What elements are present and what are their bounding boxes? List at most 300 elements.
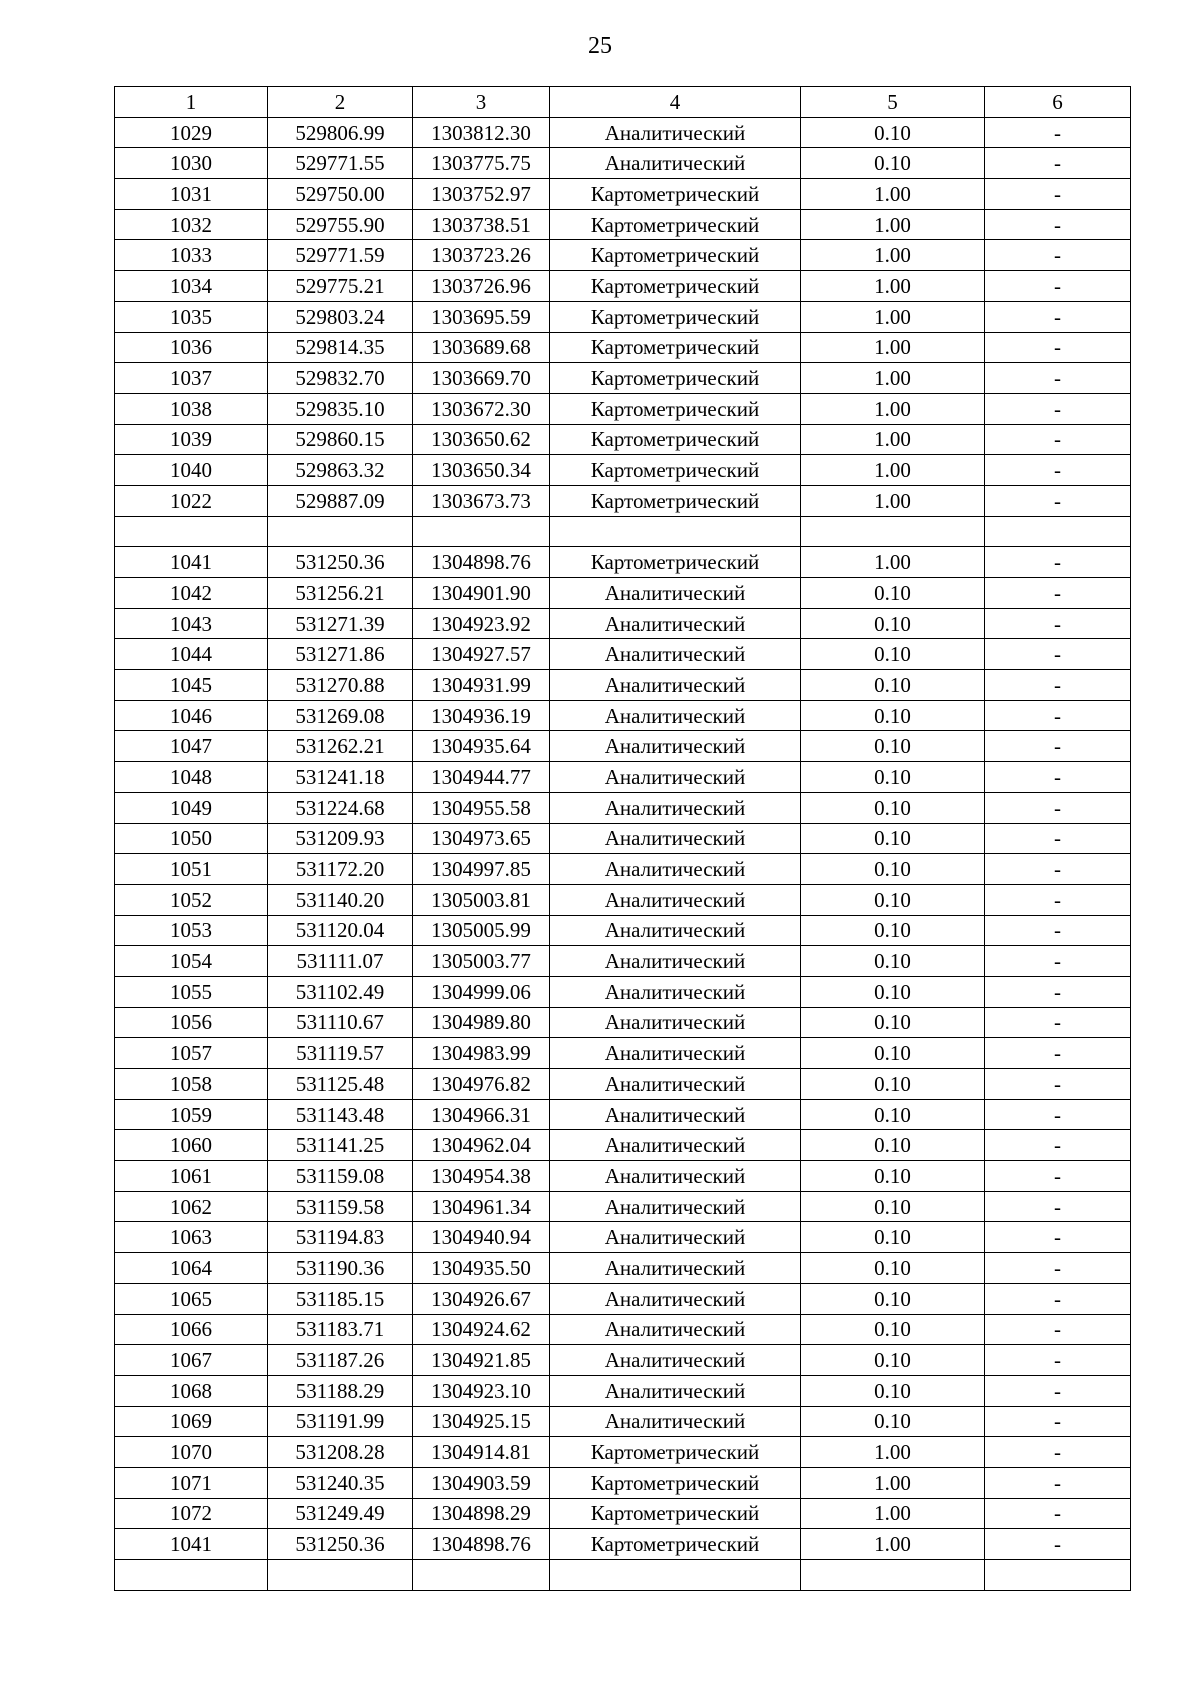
method-cell: Картометрический xyxy=(550,271,801,302)
point-number-cell: 1037 xyxy=(115,363,268,394)
x-coordinate-cell: 531159.58 xyxy=(268,1191,413,1222)
accuracy-cell: 0.10 xyxy=(801,762,985,793)
accuracy-cell: 1.00 xyxy=(801,301,985,332)
method-cell: Аналитический xyxy=(550,608,801,639)
accuracy-cell: 1.00 xyxy=(801,209,985,240)
method-cell: Аналитический xyxy=(550,1283,801,1314)
note-cell: - xyxy=(985,1375,1131,1406)
note-cell: - xyxy=(985,670,1131,701)
note-cell: - xyxy=(985,731,1131,762)
table-row xyxy=(115,1099,1131,1130)
table-row xyxy=(115,1161,1131,1192)
accuracy-cell xyxy=(801,516,985,547)
accuracy-cell: 0.10 xyxy=(801,731,985,762)
x-coordinate-cell: 529814.35 xyxy=(268,332,413,363)
accuracy-cell: 1.00 xyxy=(801,455,985,486)
table-row xyxy=(115,1375,1131,1406)
method-cell: Картометрический xyxy=(550,301,801,332)
accuracy-cell: 1.00 xyxy=(801,1529,985,1560)
method-cell: Аналитический xyxy=(550,915,801,946)
note-cell: - xyxy=(985,1222,1131,1253)
x-coordinate-cell: 531250.36 xyxy=(268,547,413,578)
method-cell: Картометрический xyxy=(550,209,801,240)
x-coordinate-cell: 529860.15 xyxy=(268,424,413,455)
note-cell: - xyxy=(985,854,1131,885)
accuracy-cell: 0.10 xyxy=(801,884,985,915)
accuracy-cell: 0.10 xyxy=(801,823,985,854)
y-coordinate-cell: 1304954.38 xyxy=(413,1161,550,1192)
note-cell: - xyxy=(985,792,1131,823)
y-coordinate-cell: 1304983.99 xyxy=(413,1038,550,1069)
method-cell: Аналитический xyxy=(550,946,801,977)
y-coordinate-cell: 1304999.06 xyxy=(413,976,550,1007)
accuracy-cell: 1.00 xyxy=(801,485,985,516)
point-number-cell: 1049 xyxy=(115,792,268,823)
page-number: 25 xyxy=(588,33,612,59)
note-cell: - xyxy=(985,639,1131,670)
method-cell: Аналитический xyxy=(550,884,801,915)
table-row xyxy=(115,1345,1131,1376)
accuracy-cell xyxy=(801,1560,985,1591)
point-number-cell: 1035 xyxy=(115,301,268,332)
method-cell: Аналитический xyxy=(550,854,801,885)
y-coordinate-cell: 1304926.67 xyxy=(413,1283,550,1314)
accuracy-cell: 0.10 xyxy=(801,1253,985,1284)
accuracy-cell: 0.10 xyxy=(801,608,985,639)
x-coordinate-cell: 529750.00 xyxy=(268,179,413,210)
method-cell: Аналитический xyxy=(550,762,801,793)
table-row xyxy=(115,731,1131,762)
method-cell: Картометрический xyxy=(550,393,801,424)
table-row xyxy=(115,1253,1131,1284)
note-cell: - xyxy=(985,1283,1131,1314)
point-number-cell: 1068 xyxy=(115,1375,268,1406)
y-coordinate-cell: 1303673.73 xyxy=(413,485,550,516)
method-cell: Аналитический xyxy=(550,1130,801,1161)
note-cell: - xyxy=(985,240,1131,271)
method-cell: Аналитический xyxy=(550,117,801,148)
point-number-cell: 1051 xyxy=(115,854,268,885)
y-coordinate-cell xyxy=(413,1560,550,1591)
table-row xyxy=(115,148,1131,179)
note-cell: - xyxy=(985,117,1131,148)
x-coordinate-cell: 531172.20 xyxy=(268,854,413,885)
method-cell: Аналитический xyxy=(550,1161,801,1192)
table-row xyxy=(115,393,1131,424)
note-cell: - xyxy=(985,1406,1131,1437)
note-cell: - xyxy=(985,700,1131,731)
method-cell: Картометрический xyxy=(550,332,801,363)
y-coordinate-cell: 1305003.81 xyxy=(413,884,550,915)
method-cell: Картометрический xyxy=(550,179,801,210)
point-number-cell: 1066 xyxy=(115,1314,268,1345)
note-cell: - xyxy=(985,1314,1131,1345)
x-coordinate-cell: 531241.18 xyxy=(268,762,413,793)
method-cell: Аналитический xyxy=(550,823,801,854)
accuracy-cell: 0.10 xyxy=(801,1099,985,1130)
x-coordinate-cell xyxy=(268,1560,413,1591)
y-coordinate-cell: 1304997.85 xyxy=(413,854,550,885)
point-number-cell: 1071 xyxy=(115,1467,268,1498)
accuracy-cell: 1.00 xyxy=(801,179,985,210)
y-coordinate-cell: 1303695.59 xyxy=(413,301,550,332)
header-cell-1: 1 xyxy=(115,87,268,118)
accuracy-cell: 0.10 xyxy=(801,1345,985,1376)
x-coordinate-cell: 531209.93 xyxy=(268,823,413,854)
x-coordinate-cell: 529775.21 xyxy=(268,271,413,302)
header-cell-3: 3 xyxy=(413,87,550,118)
method-cell: Аналитический xyxy=(550,1406,801,1437)
y-coordinate-cell: 1304940.94 xyxy=(413,1222,550,1253)
accuracy-cell: 0.10 xyxy=(801,639,985,670)
table-row xyxy=(115,1560,1131,1591)
table-row xyxy=(115,424,1131,455)
x-coordinate-cell: 531143.48 xyxy=(268,1099,413,1130)
note-cell: - xyxy=(985,547,1131,578)
point-number-cell: 1054 xyxy=(115,946,268,977)
x-coordinate-cell: 529755.90 xyxy=(268,209,413,240)
x-coordinate-cell: 531208.28 xyxy=(268,1437,413,1468)
note-cell: - xyxy=(985,1161,1131,1192)
note-cell: - xyxy=(985,424,1131,455)
method-cell: Аналитический xyxy=(550,1375,801,1406)
accuracy-cell: 1.00 xyxy=(801,363,985,394)
point-number-cell: 1059 xyxy=(115,1099,268,1130)
point-number-cell xyxy=(115,516,268,547)
table-row xyxy=(115,1222,1131,1253)
x-coordinate-cell: 529806.99 xyxy=(268,117,413,148)
point-number-cell: 1038 xyxy=(115,393,268,424)
x-coordinate-cell: 529803.24 xyxy=(268,301,413,332)
y-coordinate-cell: 1303738.51 xyxy=(413,209,550,240)
method-cell: Картометрический xyxy=(550,424,801,455)
point-number-cell: 1032 xyxy=(115,209,268,240)
point-number-cell: 1043 xyxy=(115,608,268,639)
table-row xyxy=(115,670,1131,701)
header-cell-4: 4 xyxy=(550,87,801,118)
note-cell: - xyxy=(985,946,1131,977)
table-row xyxy=(115,1007,1131,1038)
accuracy-cell: 0.10 xyxy=(801,1375,985,1406)
note-cell: - xyxy=(985,455,1131,486)
table-row xyxy=(115,976,1131,1007)
x-coordinate-cell: 529863.32 xyxy=(268,455,413,486)
point-number-cell: 1065 xyxy=(115,1283,268,1314)
accuracy-cell: 0.10 xyxy=(801,1130,985,1161)
x-coordinate-cell: 529832.70 xyxy=(268,363,413,394)
y-coordinate-cell: 1303812.30 xyxy=(413,117,550,148)
point-number-cell: 1044 xyxy=(115,639,268,670)
method-cell: Картометрический xyxy=(550,1467,801,1498)
note-cell: - xyxy=(985,1130,1131,1161)
table-row xyxy=(115,301,1131,332)
accuracy-cell: 1.00 xyxy=(801,1498,985,1529)
point-number-cell: 1041 xyxy=(115,547,268,578)
method-cell: Аналитический xyxy=(550,148,801,179)
point-number-cell: 1070 xyxy=(115,1437,268,1468)
point-number-cell: 1029 xyxy=(115,117,268,148)
y-coordinate-cell: 1304901.90 xyxy=(413,578,550,609)
point-number-cell: 1058 xyxy=(115,1069,268,1100)
method-cell: Аналитический xyxy=(550,1038,801,1069)
point-number-cell: 1039 xyxy=(115,424,268,455)
x-coordinate-cell: 531262.21 xyxy=(268,731,413,762)
method-cell: Аналитический xyxy=(550,1069,801,1100)
table-row xyxy=(115,823,1131,854)
method-cell: Аналитический xyxy=(550,639,801,670)
note-cell: - xyxy=(985,608,1131,639)
note-cell: - xyxy=(985,1099,1131,1130)
x-coordinate-cell: 529771.59 xyxy=(268,240,413,271)
accuracy-cell: 0.10 xyxy=(801,1161,985,1192)
y-coordinate-cell: 1303650.62 xyxy=(413,424,550,455)
point-number-cell: 1031 xyxy=(115,179,268,210)
method-cell: Аналитический xyxy=(550,1099,801,1130)
coordinates-table xyxy=(114,86,1131,1591)
note-cell: - xyxy=(985,393,1131,424)
y-coordinate-cell: 1305005.99 xyxy=(413,915,550,946)
note-cell: - xyxy=(985,363,1131,394)
accuracy-cell: 0.10 xyxy=(801,117,985,148)
point-number-cell: 1047 xyxy=(115,731,268,762)
table-row xyxy=(115,608,1131,639)
accuracy-cell: 0.10 xyxy=(801,792,985,823)
method-cell xyxy=(550,1560,801,1591)
table-row xyxy=(115,179,1131,210)
method-cell: Картометрический xyxy=(550,485,801,516)
point-number-cell: 1057 xyxy=(115,1038,268,1069)
method-cell: Аналитический xyxy=(550,731,801,762)
method-cell: Аналитический xyxy=(550,1253,801,1284)
method-cell: Картометрический xyxy=(550,363,801,394)
y-coordinate-cell: 1304923.92 xyxy=(413,608,550,639)
table-row xyxy=(115,1467,1131,1498)
x-coordinate-cell: 531140.20 xyxy=(268,884,413,915)
x-coordinate-cell: 531111.07 xyxy=(268,946,413,977)
point-number-cell: 1067 xyxy=(115,1345,268,1376)
x-coordinate-cell: 531188.29 xyxy=(268,1375,413,1406)
table-row xyxy=(115,639,1131,670)
table-row xyxy=(115,1529,1131,1560)
note-cell: - xyxy=(985,1069,1131,1100)
accuracy-cell: 0.10 xyxy=(801,578,985,609)
method-cell: Аналитический xyxy=(550,1191,801,1222)
method-cell: Картометрический xyxy=(550,455,801,486)
y-coordinate-cell: 1303672.30 xyxy=(413,393,550,424)
x-coordinate-cell: 531190.36 xyxy=(268,1253,413,1284)
point-number-cell xyxy=(115,1560,268,1591)
table-body xyxy=(115,117,1131,1590)
x-coordinate-cell: 531271.86 xyxy=(268,639,413,670)
note-cell: - xyxy=(985,1191,1131,1222)
y-coordinate-cell: 1304921.85 xyxy=(413,1345,550,1376)
method-cell: Аналитический xyxy=(550,1222,801,1253)
point-number-cell: 1022 xyxy=(115,485,268,516)
point-number-cell: 1030 xyxy=(115,148,268,179)
accuracy-cell: 1.00 xyxy=(801,271,985,302)
y-coordinate-cell: 1304935.64 xyxy=(413,731,550,762)
note-cell: - xyxy=(985,762,1131,793)
note-cell: - xyxy=(985,823,1131,854)
note-cell: - xyxy=(985,1529,1131,1560)
y-coordinate-cell: 1304898.76 xyxy=(413,547,550,578)
accuracy-cell: 1.00 xyxy=(801,547,985,578)
y-coordinate-cell: 1304944.77 xyxy=(413,762,550,793)
table-row xyxy=(115,700,1131,731)
x-coordinate-cell: 531256.21 xyxy=(268,578,413,609)
accuracy-cell: 1.00 xyxy=(801,332,985,363)
accuracy-cell: 1.00 xyxy=(801,424,985,455)
accuracy-cell: 0.10 xyxy=(801,854,985,885)
y-coordinate-cell: 1304903.59 xyxy=(413,1467,550,1498)
point-number-cell: 1050 xyxy=(115,823,268,854)
note-cell: - xyxy=(985,578,1131,609)
table-row xyxy=(115,946,1131,977)
y-coordinate-cell: 1304925.15 xyxy=(413,1406,550,1437)
method-cell: Аналитический xyxy=(550,1314,801,1345)
table-row xyxy=(115,240,1131,271)
note-cell: - xyxy=(985,1498,1131,1529)
point-number-cell: 1064 xyxy=(115,1253,268,1284)
accuracy-cell: 0.10 xyxy=(801,1007,985,1038)
y-coordinate-cell: 1304898.76 xyxy=(413,1529,550,1560)
note-cell: - xyxy=(985,976,1131,1007)
y-coordinate-cell: 1304914.81 xyxy=(413,1437,550,1468)
table-row xyxy=(115,516,1131,547)
x-coordinate-cell: 531191.99 xyxy=(268,1406,413,1437)
table-row xyxy=(115,1314,1131,1345)
table-row xyxy=(115,884,1131,915)
method-cell: Аналитический xyxy=(550,670,801,701)
accuracy-cell: 0.10 xyxy=(801,1314,985,1345)
accuracy-cell: 1.00 xyxy=(801,1437,985,1468)
note-cell: - xyxy=(985,209,1131,240)
note-cell: - xyxy=(985,1345,1131,1376)
x-coordinate-cell: 531271.39 xyxy=(268,608,413,639)
accuracy-cell: 1.00 xyxy=(801,393,985,424)
x-coordinate-cell: 531159.08 xyxy=(268,1161,413,1192)
accuracy-cell: 0.10 xyxy=(801,1222,985,1253)
x-coordinate-cell: 531183.71 xyxy=(268,1314,413,1345)
y-coordinate-cell: 1304955.58 xyxy=(413,792,550,823)
point-number-cell: 1048 xyxy=(115,762,268,793)
method-cell: Аналитический xyxy=(550,700,801,731)
table-row xyxy=(115,1406,1131,1437)
y-coordinate-cell: 1304989.80 xyxy=(413,1007,550,1038)
y-coordinate-cell: 1303726.96 xyxy=(413,271,550,302)
y-coordinate-cell: 1303723.26 xyxy=(413,240,550,271)
note-cell: - xyxy=(985,1038,1131,1069)
x-coordinate-cell: 531270.88 xyxy=(268,670,413,701)
note-cell xyxy=(985,1560,1131,1591)
method-cell: Аналитический xyxy=(550,578,801,609)
x-coordinate-cell: 531194.83 xyxy=(268,1222,413,1253)
accuracy-cell: 0.10 xyxy=(801,700,985,731)
point-number-cell: 1041 xyxy=(115,1529,268,1560)
y-coordinate-cell: 1304935.50 xyxy=(413,1253,550,1284)
method-cell: Картометрический xyxy=(550,1498,801,1529)
note-cell: - xyxy=(985,332,1131,363)
accuracy-cell: 0.10 xyxy=(801,1038,985,1069)
x-coordinate-cell: 531269.08 xyxy=(268,700,413,731)
y-coordinate-cell: 1304976.82 xyxy=(413,1069,550,1100)
point-number-cell: 1042 xyxy=(115,578,268,609)
method-cell: Аналитический xyxy=(550,1007,801,1038)
point-number-cell: 1069 xyxy=(115,1406,268,1437)
table-row xyxy=(115,455,1131,486)
header-cell-2: 2 xyxy=(268,87,413,118)
accuracy-cell: 1.00 xyxy=(801,240,985,271)
x-coordinate-cell: 531185.15 xyxy=(268,1283,413,1314)
table-row xyxy=(115,1283,1131,1314)
y-coordinate-cell: 1303752.97 xyxy=(413,179,550,210)
y-coordinate-cell: 1304927.57 xyxy=(413,639,550,670)
point-number-cell: 1040 xyxy=(115,455,268,486)
y-coordinate-cell: 1304966.31 xyxy=(413,1099,550,1130)
note-cell: - xyxy=(985,301,1131,332)
accuracy-cell: 0.10 xyxy=(801,946,985,977)
header-cell-6: 6 xyxy=(985,87,1131,118)
table-row xyxy=(115,915,1131,946)
note-cell: - xyxy=(985,179,1131,210)
method-cell xyxy=(550,516,801,547)
x-coordinate-cell: 529835.10 xyxy=(268,393,413,424)
table-row xyxy=(115,792,1131,823)
table-row xyxy=(115,363,1131,394)
point-number-cell: 1046 xyxy=(115,700,268,731)
point-number-cell: 1072 xyxy=(115,1498,268,1529)
y-coordinate-cell: 1304898.29 xyxy=(413,1498,550,1529)
accuracy-cell: 0.10 xyxy=(801,976,985,1007)
point-number-cell: 1034 xyxy=(115,271,268,302)
y-coordinate-cell: 1304936.19 xyxy=(413,700,550,731)
x-coordinate-cell: 529771.55 xyxy=(268,148,413,179)
point-number-cell: 1045 xyxy=(115,670,268,701)
y-coordinate-cell: 1304924.62 xyxy=(413,1314,550,1345)
point-number-cell: 1036 xyxy=(115,332,268,363)
table-row xyxy=(115,854,1131,885)
point-number-cell: 1055 xyxy=(115,976,268,1007)
x-coordinate-cell: 531224.68 xyxy=(268,792,413,823)
table-row xyxy=(115,762,1131,793)
point-number-cell: 1033 xyxy=(115,240,268,271)
note-cell: - xyxy=(985,148,1131,179)
method-cell: Аналитический xyxy=(550,976,801,1007)
y-coordinate-cell: 1304923.10 xyxy=(413,1375,550,1406)
table-row xyxy=(115,1038,1131,1069)
point-number-cell: 1056 xyxy=(115,1007,268,1038)
accuracy-cell: 0.10 xyxy=(801,148,985,179)
table-row xyxy=(115,485,1131,516)
y-coordinate-cell: 1304931.99 xyxy=(413,670,550,701)
note-cell: - xyxy=(985,271,1131,302)
note-cell: - xyxy=(985,1437,1131,1468)
x-coordinate-cell: 531187.26 xyxy=(268,1345,413,1376)
method-cell: Аналитический xyxy=(550,1345,801,1376)
method-cell: Картометрический xyxy=(550,547,801,578)
accuracy-cell: 0.10 xyxy=(801,915,985,946)
note-cell xyxy=(985,516,1131,547)
y-coordinate-cell: 1304962.04 xyxy=(413,1130,550,1161)
header-row xyxy=(115,87,1131,118)
table-row xyxy=(115,578,1131,609)
note-cell: - xyxy=(985,1007,1131,1038)
x-coordinate-cell xyxy=(268,516,413,547)
y-coordinate-cell: 1303775.75 xyxy=(413,148,550,179)
header-cell-5: 5 xyxy=(801,87,985,118)
method-cell: Картометрический xyxy=(550,1437,801,1468)
accuracy-cell: 0.10 xyxy=(801,1283,985,1314)
